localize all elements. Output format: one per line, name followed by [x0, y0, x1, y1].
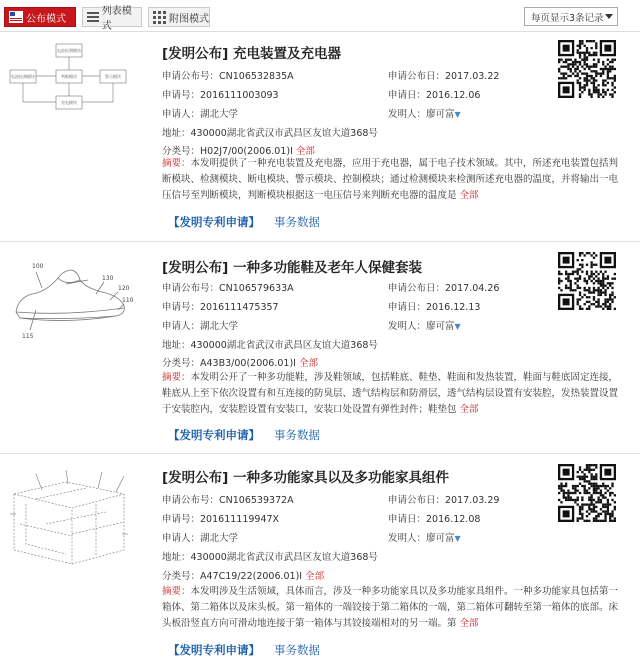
address-label: 地址： [162, 340, 191, 351]
app-no-value: CN106579633A [219, 283, 294, 294]
class-value: H02J7/00(2006.01)I [200, 146, 293, 157]
address-row [162, 337, 378, 351]
figure-label-110: 110 [122, 297, 134, 304]
applicant-label: 申请人： [162, 533, 201, 544]
per-page-value: 每页显示3条记录 [531, 12, 604, 24]
inventor-value[interactable]: 廖可富 [426, 109, 455, 120]
app-no-row [162, 68, 294, 82]
abstract-label: 摘要： [162, 586, 191, 597]
diagram-label-top: 电池检测模块 [57, 48, 81, 53]
abstract [162, 156, 622, 204]
abstract [162, 370, 622, 418]
req-no-value: 2016111475357 [200, 302, 279, 313]
req-date-value: 2016.12.06 [426, 90, 481, 101]
app-no-label: 申请公布号： [162, 71, 220, 82]
app-date-value: 2017.03.29 [445, 495, 500, 506]
app-date-row [388, 68, 499, 82]
figure-label-100: 100 [32, 263, 44, 270]
patent-title[interactable]: [发明公布] 一种多功能家具以及多功能家具组件 [162, 470, 450, 486]
diagram-label-mid: 判断模块 [61, 74, 77, 79]
inventor-row[interactable] [388, 318, 461, 332]
applicant-label: 申请人： [162, 321, 201, 332]
req-date-value: 2016.12.08 [426, 514, 481, 525]
diagram-label-right: 警示模块 [105, 74, 121, 79]
diagram-label-bottom: 充电模块 [61, 100, 77, 105]
app-no-value: CN106539372A [219, 495, 294, 506]
mode-figure-label: 附图模式 [169, 13, 209, 25]
app-no-row [162, 280, 294, 294]
chevron-down-icon [605, 14, 613, 19]
mode-list-label: 列表模式 [101, 6, 132, 32]
inventor-value[interactable]: 廖可富 [426, 321, 455, 332]
figure-label-120: 120 [118, 285, 130, 292]
address-label: 地址： [162, 128, 191, 139]
diagram-label-left: 电池检测模块 [11, 74, 35, 79]
abstract-text: 本发明公开了一种多功能鞋，涉及鞋领域，包括鞋底、鞋垫、鞋面和发热装置，鞋面与鞋底固定连接，鞋底从上至下依次设置有和互连接的防臭层、透气结构层和防滑层，透气结构层设置有安装腔，发热装置设置于安装腔内，安装腔设置有安装口，安装口处设置有弹性封件；鞋垫包 [162, 372, 619, 415]
patent-record [0, 242, 640, 454]
req-no-value: 2016111003093 [200, 90, 279, 101]
patent-record [0, 32, 640, 242]
inventor-label: 发明人： [388, 321, 427, 332]
abstract [162, 584, 622, 632]
figure-label-115: 115 [22, 333, 34, 340]
shoe-figure-thumbnail[interactable] [6, 250, 132, 350]
qr-code-icon [558, 252, 616, 310]
class-row [162, 143, 315, 157]
mode-figure-button[interactable] [148, 7, 210, 27]
event-data-link[interactable]: 事务数据 [274, 215, 320, 229]
applicant-row [162, 318, 238, 332]
address-label: 地址： [162, 552, 191, 563]
class-more-link[interactable]: 全部 [298, 358, 318, 369]
app-date-value: 2017.03.22 [445, 71, 500, 82]
chevron-down-icon[interactable]: ▼ [454, 322, 461, 331]
applicant-value: 湖北大学 [200, 321, 239, 332]
patent-title[interactable]: [发明公布] 充电装置及充电器 [162, 46, 342, 62]
app-date-label: 申请公布日： [388, 495, 446, 506]
circuit-diagram-thumbnail[interactable] [6, 40, 132, 140]
class-label: 分类号： [162, 146, 201, 157]
invention-application-link[interactable]: 【发明专利申请】 [168, 215, 260, 229]
app-no-value: CN106532835A [219, 71, 294, 82]
req-no-value: 201611119947X [200, 514, 280, 525]
chevron-down-icon[interactable]: ▼ [454, 534, 461, 543]
chevron-down-icon[interactable]: ▼ [454, 110, 461, 119]
class-row [162, 568, 324, 582]
per-page-select[interactable] [524, 7, 618, 26]
req-no-label: 申请号： [162, 302, 201, 313]
req-no-row [162, 299, 279, 313]
app-date-row [388, 280, 499, 294]
qr-code-icon [558, 464, 616, 522]
invention-application-link[interactable]: 【发明专利申请】 [168, 643, 260, 657]
app-date-value: 2017.04.26 [445, 283, 500, 294]
patent-title[interactable]: [发明公布] 一种多功能鞋及老年人保健套装 [162, 260, 423, 276]
inventor-row[interactable] [388, 106, 461, 120]
class-value: A47C19/22(2006.01)I [200, 571, 303, 582]
flag-icon [9, 11, 23, 23]
class-label: 分类号： [162, 571, 201, 582]
abstract-text: 本发明涉及生活领域，具体而言，涉及一种多功能家具以及多功能家具组件。一种多功能家具包括第一箱体、第二箱体以及床头板。第一箱体的一端铰接于第二箱体的一端，第二箱体可翻转至第一箱体的底部。床头板沿竖直方向可滑动地连接于第一箱体与其铰接端相对的另一端。第 [162, 586, 619, 629]
event-data-link[interactable]: 事务数据 [274, 428, 320, 442]
class-more-link[interactable]: 全部 [295, 146, 315, 157]
abstract-more-link[interactable]: 全部 [459, 618, 479, 629]
qr-code-icon [558, 40, 616, 98]
req-date-row [388, 87, 480, 101]
req-date-label: 申请日： [388, 302, 427, 313]
class-more-link[interactable]: 全部 [305, 571, 325, 582]
invention-application-link[interactable]: 【发明专利申请】 [168, 428, 260, 442]
applicant-value: 湖北大学 [200, 533, 239, 544]
inventor-label: 发明人： [388, 109, 427, 120]
app-date-label: 申请公布日： [388, 283, 446, 294]
grid-icon [153, 11, 166, 24]
req-no-label: 申请号： [162, 90, 201, 101]
req-date-row [388, 299, 480, 313]
abstract-more-link[interactable]: 全部 [459, 404, 479, 415]
mode-publication-label: 公布模式 [26, 13, 66, 25]
event-data-link[interactable]: 事务数据 [274, 643, 320, 657]
class-label: 分类号： [162, 358, 201, 369]
req-no-row [162, 87, 279, 101]
address-value: 430000湖北省武汉市武昌区友谊大道368号 [190, 340, 378, 351]
app-no-label: 申请公布号： [162, 283, 220, 294]
mode-list-button[interactable] [82, 6, 142, 32]
req-date-row [388, 511, 480, 525]
req-no-label: 申请号： [162, 514, 201, 525]
abstract-more-link[interactable]: 全部 [459, 190, 479, 201]
inventor-row[interactable] [388, 530, 461, 544]
req-date-value: 2016.12.13 [426, 302, 481, 313]
abstract-text: 本发明提供了一种充电装置及充电器，应用于充电器，属于电子技术领域。其中，所述充电装置包括判断模块、检测模块、断电模块、警示模块、控制模块；通过检测模块来检测所述充电器的温度，并将输出一电压信号至判断模块，判断模块根据这一电压信号来判断充电器的温度是 [162, 158, 619, 201]
mode-publication-button[interactable] [4, 7, 76, 27]
applicant-label: 申请人： [162, 109, 201, 120]
abstract-label: 摘要： [162, 158, 191, 169]
app-date-label: 申请公布日： [388, 71, 446, 82]
furniture-figure-thumbnail[interactable] [6, 464, 132, 576]
applicant-value: 湖北大学 [200, 109, 239, 120]
req-no-row [162, 511, 279, 525]
class-value: A43B3/00(2006.01)I [200, 358, 296, 369]
applicant-row [162, 106, 238, 120]
app-no-row [162, 492, 294, 506]
class-row [162, 355, 318, 369]
app-date-row [388, 492, 499, 506]
app-no-label: 申请公布号： [162, 495, 220, 506]
patent-record [0, 454, 640, 671]
applicant-row [162, 530, 238, 544]
inventor-label: 发明人： [388, 533, 427, 544]
address-value: 430000湖北省武汉市武昌区友谊大道368号 [190, 552, 378, 563]
address-value: 430000湖北省武汉市武昌区友谊大道368号 [190, 128, 378, 139]
abstract-label: 摘要： [162, 372, 191, 383]
address-row [162, 125, 378, 139]
view-toolbar [0, 0, 640, 32]
req-date-label: 申请日： [388, 514, 427, 525]
inventor-value[interactable]: 廖可富 [426, 533, 455, 544]
figure-label-130: 130 [102, 275, 114, 282]
address-row [162, 549, 378, 563]
req-date-label: 申请日： [388, 90, 427, 101]
list-icon [87, 12, 99, 22]
